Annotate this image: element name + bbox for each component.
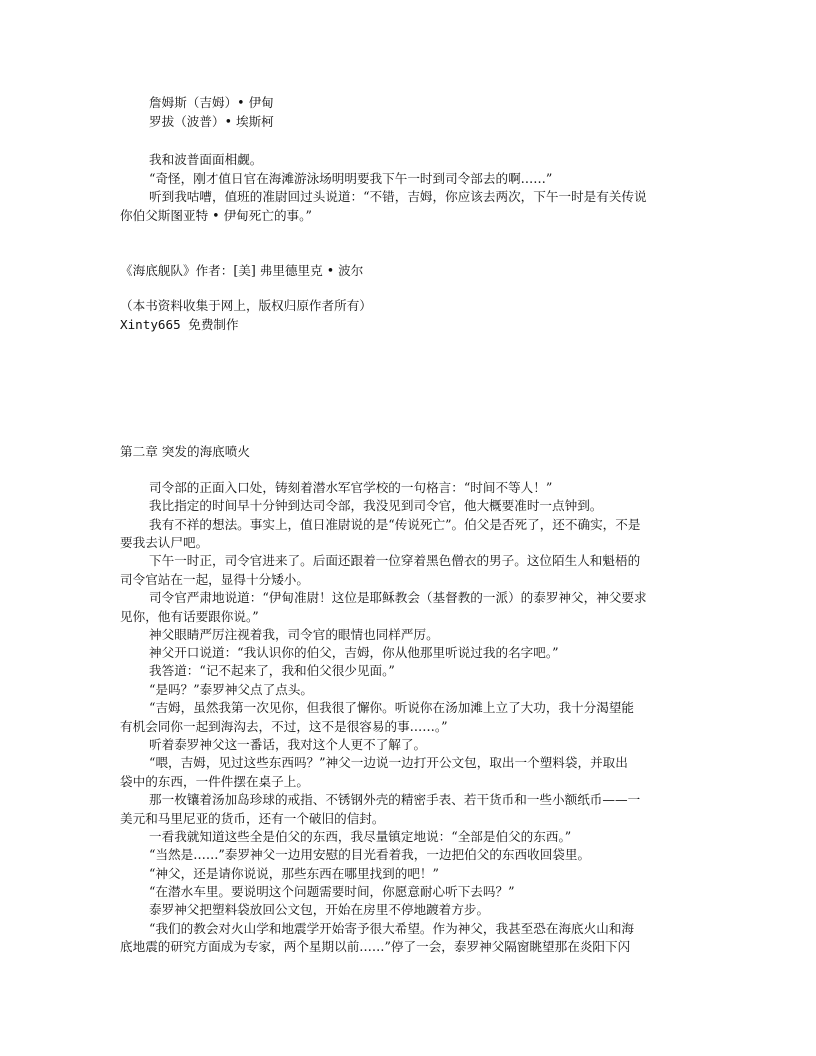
paragraph-line: 美元和马里尼亚的货币，还有一个破旧的信封。 — [120, 811, 385, 826]
paragraph-line: 泰罗神父把塑料袋放回公文包，开始在房里不停地踱着方步。 — [149, 902, 490, 917]
paragraph-line: “当然是……”泰罗神父一边用安慰的目光看着我，一边把伯父的东西收回袋里。 — [149, 847, 591, 862]
book-title-author: 《海底舰队》作者：[美] 弗里德里克 • 波尔 — [120, 263, 364, 278]
paragraph-line: 要我去认尸吧。 — [120, 535, 209, 550]
maker-credit: Xinty665 免费制作 — [120, 317, 239, 332]
paragraph-line: 我答道：“记不起来了，我和伯父很少见面。” — [149, 663, 395, 678]
paragraph-line: 你伯父斯图亚特 • 伊甸死亡的事。” — [120, 208, 312, 223]
paragraph-line: 一看我就知道这些全是伯父的东西，我尽量镇定地说：“全部是伯父的东西。” — [149, 829, 572, 844]
paragraph-line: 我比指定的时间早十分钟到达司令部，我没见到司令官，他大概要准时一点钟到。 — [149, 498, 603, 513]
name-line: 罗拔（波普）• 埃斯柯 — [149, 114, 274, 129]
paragraph-line: 神父眼睛严厉注视着我，司令官的眼情也同样严厉。 — [149, 627, 439, 642]
paragraph-line: “是吗？”泰罗神父点了点头。 — [149, 682, 314, 697]
paragraph-line: “喂，吉姆，见过这些东西吗？”神父一边说一边打开公文包，取出一个塑料袋，并取出 — [149, 755, 628, 770]
paragraph-line: “在潜水车里。要说明这个问题需要时间，你愿意耐心听下去吗？” — [149, 884, 515, 899]
paragraph-line: 司令部的正面入口处，铸刻着潜水军官学校的一句格言：“时间不等人！” — [149, 480, 553, 495]
paragraph-line: “奇怪，刚才值日官在海滩游泳场明明要我下午一时到司令部去的啊……” — [149, 171, 553, 186]
paragraph-line: 有机会同你一起到海沟去，不过，这不是很容易的事……。” — [120, 719, 448, 734]
paragraph-line: “我们的教会对火山学和地震学开始寄予很大希望。作为神父，我甚至恐在海底火山和海 — [149, 921, 635, 936]
chapter-title: 第二章 突发的海底喷火 — [120, 444, 250, 459]
paragraph-line: 那一枚镶着汤加岛珍球的戒指、不锈钢外壳的精密手表、若干货币和一些小额纸币——一 — [149, 792, 641, 807]
paragraph-line: 我有不祥的想法。事实上，值日准尉说的是“传说死亡”。伯父是否死了，还不确实，不是 — [149, 517, 641, 532]
name-line: 詹姆斯（吉姆）• 伊甸 — [149, 95, 274, 110]
paragraph-line: 袋中的东西，一件件摆在桌子上。 — [120, 774, 309, 789]
paragraph-line: 听着泰罗神父这一番话，我对这个人更不了解了。 — [149, 737, 427, 752]
paragraph-line: 下午一时正，司令官进来了。后面还跟着一位穿着黑色僧衣的男子。这位陌生人和魁梧的 — [149, 553, 641, 568]
paragraph-line: 底地震的研究方面成为专家，两个星期以前……”停了一会，泰罗神父隔窗眺望那在炎阳下闪 — [120, 939, 631, 954]
paragraph-line: 司令官站在一起，显得十分矮小。 — [120, 572, 309, 587]
paragraph-line: 见你，他有话要跟你说。” — [120, 609, 259, 624]
paragraph-line: 司令官严肃地说道：“伊甸准尉！这位是耶稣教会（基督教的一派）的泰罗神父，神父要求 — [149, 590, 647, 605]
paragraph-line: 神父开口说道：“我认识你的伯父，吉姆，你从他那里听说过我的名字吧。” — [149, 645, 559, 660]
paragraph-line: “吉姆，虽然我第一次见你，但我很了懈你。听说你在汤加滩上立了大功，我十分渴望能 — [149, 700, 635, 715]
paragraph-line: 我和波普面面相觑。 — [149, 152, 263, 167]
copyright-note: （本书资料收集于网上，版权归原作者所有） — [120, 298, 372, 313]
paragraph-line: 听到我咕嘈，值班的准尉回过头说道：“不错，吉姆，你应该去两次，下午一时是有关传说 — [149, 189, 647, 204]
paragraph-line: “神父，还是请你说说，那些东西在哪里找到的吧！” — [149, 866, 439, 881]
